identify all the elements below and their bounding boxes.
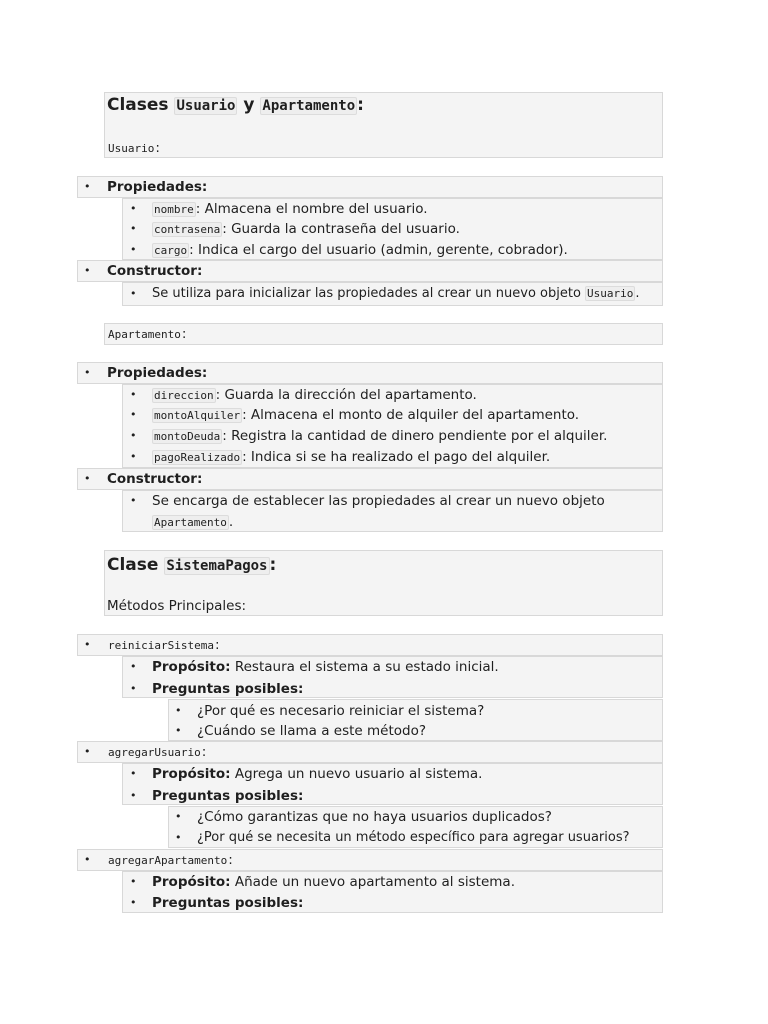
preguntas-label: Preguntas posibles: bbox=[152, 788, 304, 804]
bullet-icon: • bbox=[175, 704, 182, 717]
bullet-icon: • bbox=[84, 638, 91, 651]
proposito-item: Propósito: Agrega un nuevo usuario al sistema. bbox=[152, 766, 483, 782]
bullet-icon: • bbox=[130, 494, 137, 507]
preguntas-label: Preguntas posibles: bbox=[152, 895, 304, 911]
propiedades-label: Propiedades: bbox=[107, 179, 208, 195]
bullet-icon: • bbox=[175, 831, 182, 844]
bullet-icon: • bbox=[130, 222, 137, 235]
bullet-icon: • bbox=[84, 472, 91, 485]
usuario-label: Usuario: bbox=[108, 140, 160, 156]
list-item: nombre : Almacena el nombre del usuario. bbox=[154, 201, 428, 217]
class-name-apartamento: Apartamento bbox=[262, 98, 356, 114]
bullet-icon: • bbox=[130, 896, 137, 909]
list-item-continuation: Apartamento . bbox=[154, 514, 234, 530]
method-name: agregarApartamento: bbox=[108, 852, 233, 868]
bullet-icon: • bbox=[130, 243, 137, 256]
list-item: direccion : Guarda la dirección del apartamento. bbox=[154, 387, 477, 403]
list-item: cargo : Indica el cargo del usuario (admin, gerente, cobrador). bbox=[154, 242, 568, 258]
list-item: Se utiliza para inicializar las propiedades al crear un nuevo objeto Usuario . bbox=[152, 286, 640, 301]
bullet-icon: • bbox=[130, 287, 137, 300]
propiedades-label: Propiedades: bbox=[107, 365, 208, 381]
question-item: ¿Cuándo se llama a este método? bbox=[197, 723, 427, 739]
bullet-icon: • bbox=[175, 724, 182, 737]
constructor-label: Constructor: bbox=[107, 263, 203, 279]
bullet-icon: • bbox=[84, 853, 91, 866]
bullet-icon: • bbox=[130, 682, 137, 695]
constructor-label: Constructor: bbox=[107, 471, 203, 487]
question-item: ¿Cómo garantizas que no haya usuarios duplicados? bbox=[197, 809, 552, 825]
apartamento-label: Apartamento: bbox=[108, 326, 187, 342]
bullet-icon: • bbox=[130, 202, 137, 215]
method-name: agregarUsuario: bbox=[108, 744, 207, 760]
bullet-icon: • bbox=[84, 264, 91, 277]
bullet-icon: • bbox=[130, 429, 137, 442]
page-title: Clases Usuario y Apartamento : bbox=[107, 95, 364, 115]
proposito-item: Propósito: Restaura el sistema a su estado inicial. bbox=[152, 659, 499, 675]
bullet-icon: • bbox=[84, 366, 91, 379]
question-item: ¿Por qué se necesita un método específico para agregar usuarios? bbox=[197, 830, 630, 845]
question-item: ¿Por qué es necesario reiniciar el sistema? bbox=[197, 703, 485, 719]
bullet-icon: • bbox=[130, 408, 137, 421]
list-item: montoAlquiler : Almacena el monto de alquiler del apartamento. bbox=[154, 407, 580, 423]
metodos-label: Métodos Principales: bbox=[107, 598, 247, 614]
list-item: Se encarga de establecer las propiedades al crear un nuevo objeto bbox=[152, 493, 605, 509]
list-item: contrasena : Guarda la contraseña del usuario. bbox=[154, 221, 460, 237]
preguntas-label: Preguntas posibles: bbox=[152, 681, 304, 697]
bullet-icon: • bbox=[130, 450, 137, 463]
list-item: montoDeuda : Registra la cantidad de dinero pendiente por el alquiler. bbox=[154, 428, 608, 444]
bullet-icon: • bbox=[130, 660, 137, 673]
bullet-icon: • bbox=[130, 875, 137, 888]
bullet-icon: • bbox=[130, 388, 137, 401]
bullet-icon: • bbox=[175, 810, 182, 823]
proposito-item: Propósito: Añade un nuevo apartamento al sistema. bbox=[152, 874, 515, 890]
bullet-icon: • bbox=[84, 180, 91, 193]
class-name-usuario: Usuario bbox=[176, 98, 236, 114]
class-name-sistemapagos: SistemaPagos bbox=[166, 558, 268, 574]
section-title-sistema: Clase SistemaPagos : bbox=[107, 555, 277, 575]
list-item: pagoRealizado : Indica si se ha realizado el pago del alquiler. bbox=[154, 449, 551, 465]
bullet-icon: • bbox=[130, 767, 137, 780]
bullet-icon: • bbox=[130, 789, 137, 802]
bullet-icon: • bbox=[84, 745, 91, 758]
method-name: reiniciarSistema: bbox=[108, 637, 220, 653]
